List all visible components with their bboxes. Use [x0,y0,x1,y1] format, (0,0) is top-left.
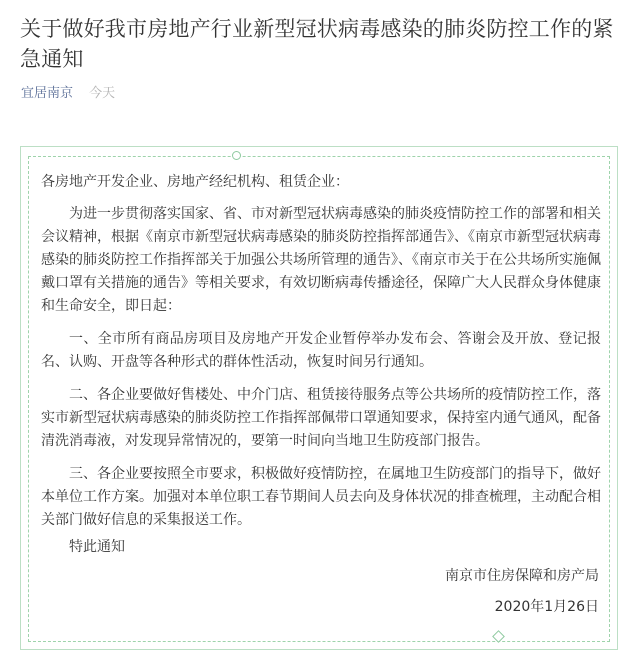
issue-date: 2020年1月26日 [494,599,599,615]
publish-time: 今天 [89,86,116,101]
notice-body [41,171,601,532]
article-meta [21,86,115,102]
notice-paragraph-3: 三、各企业要按照全市要求，积极做好疫情防控，在属地卫生防疫部门的指导下，做好本单位工作方案。加强对本单位职工春节期间人员去向及身体状况的排查梳理，主动配合相关部门做好信息的采集报送工作。 [41,466,601,528]
closing-remark: 特此通知 [69,539,125,555]
salutation: 各房地产开发企业、房地产经纪机构、租赁企业： [41,174,349,190]
account-name-link[interactable]: 宜居南京 [21,86,74,101]
notice-paragraph-2: 二、各企业要做好售楼处、中介门店、租赁接待服务点等公共场所的疫情防控工作，落实市新型冠状病毒感染的肺炎防控工作指挥部佩带口罩通知要求，保持室内通气通风，配备清洗消毒液，对发现异常情况的，要第一时间向当地卫生防疫部门报告。 [41,387,601,449]
issuer-signature: 南京市住房保障和房产局 [445,568,599,584]
notice-paragraph-1: 一、全市所有商品房项目及房地产开发企业暂停举办发布会、答谢会及开放、登记报名、认购、开盘等各种形式的群体性活动，恢复时间另行通知。 [41,331,601,370]
article-title: 关于做好我市房地产行业新型冠状病毒感染的肺炎防控工作的紧急通知 [20,17,614,71]
circle-ornament-icon [232,151,241,160]
notice-paragraph-intro: 为进一步贯彻落实国家、省、市对新型冠状病毒感染的肺炎疫情防控工作的部署和相关会议精神，根据《南京市新型冠状病毒感染的肺炎防控指挥部通告》、《南京市新型冠状病毒感染的肺炎防控工作指挥部关于加强公共场所管理的通告》、《南京市关于在公共场所实施佩戴口罩有关措施的通告》等相关要求，有效切断病毒传播途径，保障广大人民群众身体健康和生命安全，即日起： [41,206,601,314]
